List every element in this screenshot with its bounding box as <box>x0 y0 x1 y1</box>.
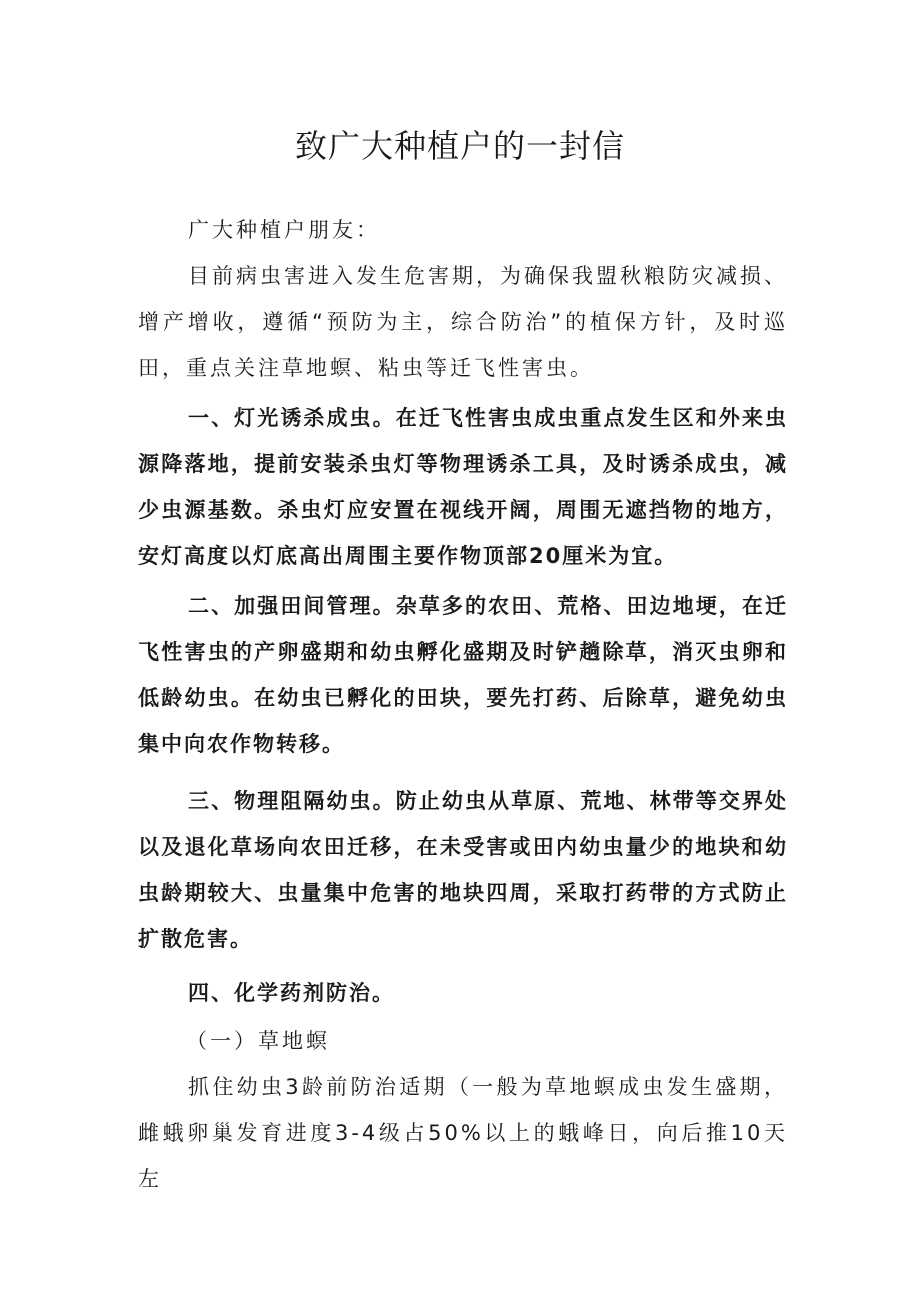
intro-paragraph: 目前病虫害进入发生危害期，为确保我盟秋粮防灾减损、增产增收，遵循“预防为主，综合防治”的植保方针，及时巡田，重点关注草地螟、粘虫等迁飞性害虫。 <box>138 264 788 380</box>
page-title: 致广大种植户的一封信 <box>294 127 625 165</box>
section-3-paragraph: 三、物理阻隔幼虫。防止幼虫从草原、荒地、林带等交界处以及退化草场向农田迁移，在未受害或田内幼虫量少的地块和幼虫龄期较大、虫量集中危害的地块四周，采取打药带的方式防止扩散危害。 <box>138 789 788 951</box>
subsection-1-text: 抓住幼虫3龄前防治适期（一般为草地螟成虫发生盛期，雌蛾卵巢发育进度3-4级占50%以上的蛾峰日，向后推10天左 <box>138 1075 788 1191</box>
section-4-heading: 四、化学药剂防治。 <box>188 981 395 1005</box>
section-2-paragraph: 二、加强田间管理。杂草多的农田、荒格、田边地埂，在迁飞性害虫的产卵盛期和幼虫孵化盛期及时铲趟除草，消灭虫卵和低龄幼虫。在幼虫已孵化的田块，要先打药、后除草，避免幼虫集中向农作物转移。 <box>138 594 788 756</box>
section-1-paragraph: 一、灯光诱杀成虫。在迁飞性害虫成虫重点发生区和外来虫源降落地，提前安装杀虫灯等物理诱杀工具，及时诱杀成虫，减少虫源基数。杀虫灯应安置在视线开阔，周围无遮挡物的地方，安灯高度以灯底高出周围主要作物顶部20厘米为宜。 <box>138 406 788 568</box>
subsection-1-heading: （一）草地螟 <box>186 1029 330 1053</box>
greeting: 广大种植户朋友： <box>188 218 380 242</box>
